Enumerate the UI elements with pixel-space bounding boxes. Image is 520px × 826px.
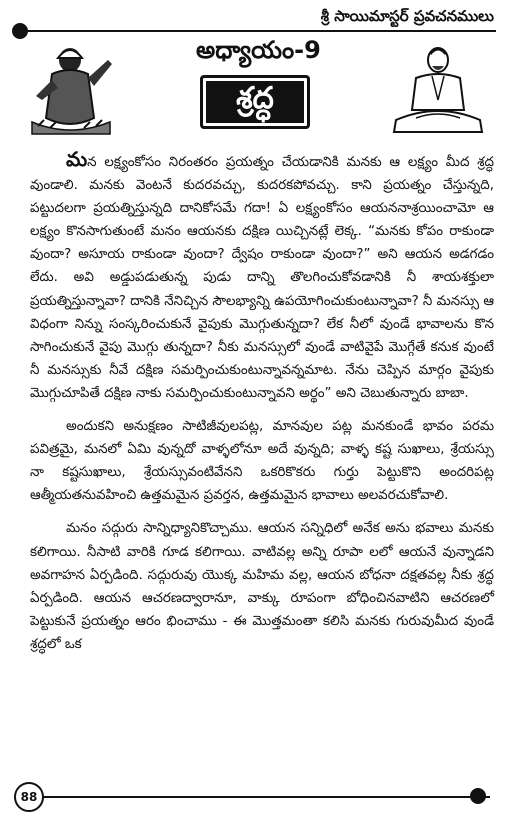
paragraph-2: అందుకని అనుక్షణం సాటిజీవులపట్ల, మానవుల పట్ల మనకుండే భావం పరమ పవిత్రమై, మనలో ఏమి వున్నదో వాళ్ళలోనూ అదే వున్నది; వాళ్ళ కష్ట సుఖాలు, శ్రేయస్సు నా కష్టసుఖాలు, శ్రేయస్సువంటివేనని ఒకరికొకరు గుర్తు పెట్టుకొని అందరిపట్ల ఆత్మీయతనువహించి ఉత్తమమైన ప్రవర్తన, ఉత్తమమైన భావాలు అలవరచుకోవాలి. xyxy=(30,419,494,504)
drop-cap: మ xyxy=(66,147,88,171)
master-illustration xyxy=(386,40,490,138)
chapter-title: శ్రద్ధ xyxy=(236,81,274,116)
sai-baba-illustration xyxy=(22,38,120,140)
page-number: 88 xyxy=(14,782,44,812)
chapter-heading: అధ్యాయం-9 xyxy=(196,36,321,64)
footer-rule xyxy=(28,796,490,798)
body-text xyxy=(30,148,494,656)
header-rule xyxy=(22,30,496,32)
running-title: శ్రీ సాయిమాస్టర్ ప్రవచనములు xyxy=(320,7,494,25)
title-box xyxy=(200,75,310,129)
footer-rule-dot xyxy=(470,788,486,804)
paragraph-3: మనం సద్గురు సాన్నిధ్యానికొచ్చాము. ఆయన సన్నిధిలో అనేక అను భవాలు మనకు కలిగాయి. నీసాటి వారికి గూడ కలిగాయి. వాటివల్ల అన్ని రూపా లలో ఆయనే వున్నాడని అవగాహన ఏర్పడింది. సద్గురువు యొక్క మహిమ వల్ల, ఆయన బోధనా దక్షతవల్ల నీకు శ్రద్ధ ఏర్పడింది. ఆయన ఆచరణద్వారానూ, వాక్కు రూపంగా బోధించినవాటిని ఆచరణలో పెట్టుకునే ప్రయత్నం ఆరం భించాము - ఈ మొత్తమంతా కలిసి మనకు గురువుమీద వుండే శ్రద్ధలో ఒక xyxy=(30,521,494,652)
paragraph-1-text: న లక్ష్యంకోసం నిరంతరం ప్రయత్నం చేయడానికి మనకు ఆ లక్ష్యం మీద శ్రద్ధ వుండాలి. మనకు వెంటనే కుదరవచ్చు, కుదరకపోవచ్చు. కాని ప్రయత్నం చేస్తున్నది, పట్టుదలగా ప్రయత్నిస్తున్నది దానికోసమే గదా! ఏ లక్ష్యంకోసం ఆయననాశ్రయించామో ఆ లక్ష్యం కొనసాగుతుంటే మనం ఆయనకు దక్షిణ యిచ్చినట్లే లెక్క. “మనకు కోపం రాకుండా వుందా? అసూయ రాకుండా వుందా? ద్వేషం రాకుండా వుందా?” అని ఆయన అడగడం లేదు. అవి అడ్డుపడుతున్న పుడు దాన్ని తొలగించుకోవడానికి నీ శాయశక్తులా ప్రయత్నిస్తున్నావా? దానికి నేనిచ్చిన సౌలభ్యాన్ని ఉపయోగించుకుంటున్నావా? నీ మనస్సు ఆ విధంగా నిన్ను సంస్కరించుకునే వైపుకు మొగ్గుతున్నదా? లేక నీలో వుండే భావాలను కొన సాగించుకునే వైపు మొగ్గు తున్నదా? నీకు మనస్సులో వుండే వాటివైపే మొగ్గేతే కనుక వుంటే నీ మనస్సుకు నీవే దక్షిణ సమర్పించుకుంటున్నావన్నమాట. నేను చెప్పిన మార్గం వైపుకు మొగ్గుచూపితే దక్షిణ నాకు సమర్పించుకుంటున్నావని అర్థం” అని చెబుతున్నారు బాబా. xyxy=(30,155,494,401)
paragraph-1 xyxy=(30,148,494,405)
